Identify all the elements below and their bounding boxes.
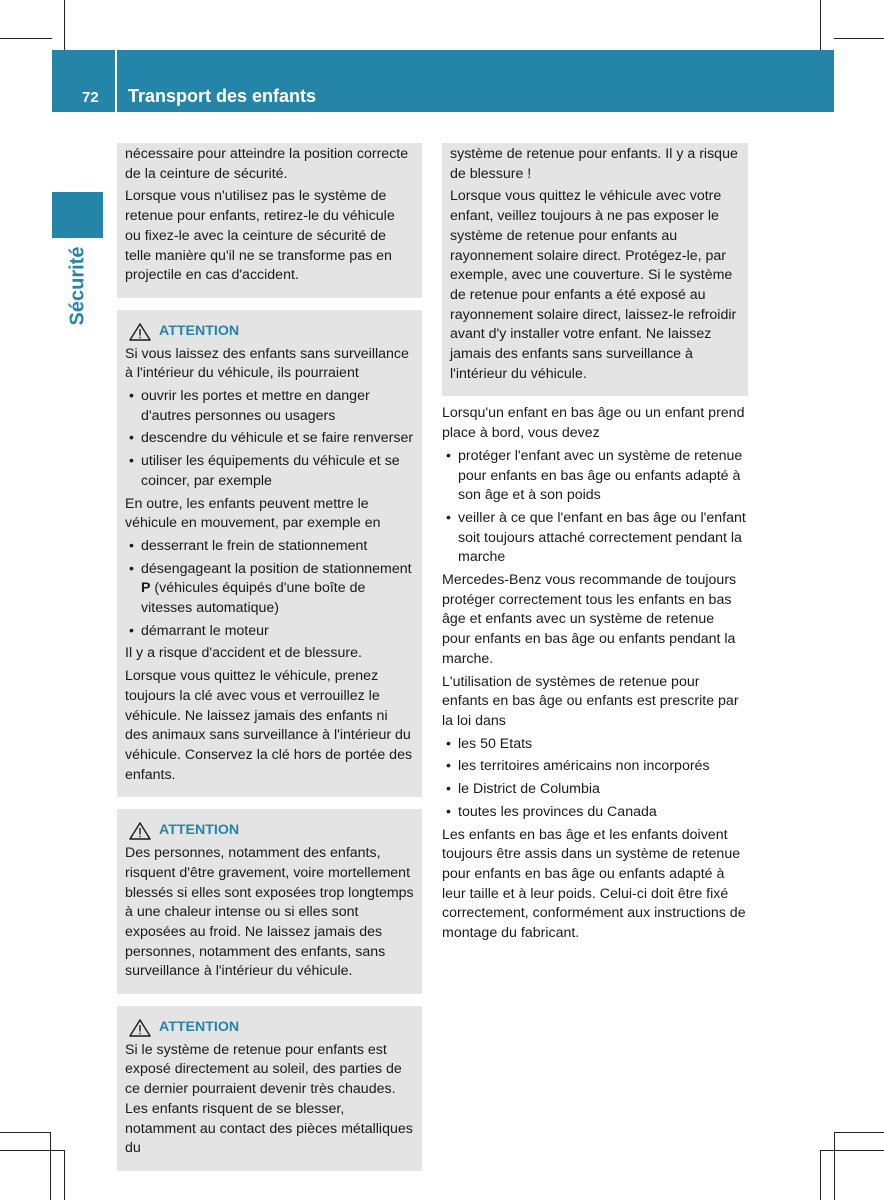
crop-mark [834,1132,835,1200]
paragraph: Lorsque vous quittez le véhicule avec votre enfant, veillez toujours à ne pas exposer le système de retenue pour enfants au rayonnement solaire direct. Protégez-le, par exemple, avec une couverture. Si le système de retenue pour enfants a été exposé au rayonnement solaire direct, laissez-le refroidir avant d'y installer votre enfant. Ne laissez jamais des enfants sans surveillance à l'intérieur du véhicule. [450,188,737,382]
paragraph: Lorsque vous n'utilisez pas le système de retenue pour enfants, retirez-le du véhicule ou fixez-le avec la ceinture de sécurité de telle manière qu'il ne se transforme pas en projectile en cas d'accident. [125,188,395,284]
list-item: • veiller à ce que l'enfant en bas âge ou l'enfant soit toujours attaché correctement pendant la marche [442,509,746,568]
crop-mark [0,1150,64,1151]
paragraph: Des personnes, notamment des enfants, risquent d'être gravement, voire mortellement blessés si elles sont exposées trop longtemps à une chaleur intense ou si elles sont exposées au froid. Ne laissez jamais des personnes, notamment des enfants, sans surveillance à l'intérieur du véhicule. [125,845,414,980]
crop-mark [64,0,65,50]
paragraph: système de retenue pour enfants. Il y a risque de blessure ! [450,146,738,182]
warning-heading [125,821,414,841]
warning-label: ATTENTION [159,1019,240,1036]
warning-triangle-icon [129,323,151,341]
list-item-text: désengageant la position de stationnement [141,560,412,577]
section-label: Sécurité [66,246,89,326]
list-item: • utiliser les équipements du véhicule et se coincer, par exemple [125,452,414,491]
crop-mark [64,1150,65,1200]
warning-label: ATTENTION [159,822,240,839]
list-item: • les 50 Etats [442,735,746,755]
list-item: • desserrant le frein de stationnement [125,537,414,557]
paragraph: Les enfants en bas âge et les enfants doivent toujours être assis dans un système de retenue pour enfants en bas âge ou enfants adapté à leur taille et à leur poids. Celui-ci doit être fixé correctement, conformément aux instructions de montage du fabricant. [442,826,746,942]
crop-mark [834,38,884,39]
list-item: • le District de Columbia [442,780,746,800]
bullet-list [442,735,746,823]
paragraph: Lorsqu'un enfant en bas âge ou un enfant prend place à bord, vous devez [442,405,745,442]
continued-warning-box [442,143,748,396]
list-item: • protéger l'enfant avec un système de retenue pour enfants en bas âge ou enfants adapté à son âge et à son poids [442,447,746,506]
paragraph: L'utilisation de systèmes de retenue pour enfants en bas âge ou enfants est prescrite par la loi dans [442,673,739,729]
warning-heading [125,1018,414,1038]
list-item [125,560,414,619]
park-position-symbol: P [141,580,151,597]
bullet-list [125,537,414,642]
crop-mark [0,38,52,39]
crop-mark [0,1132,50,1133]
left-column [117,143,422,1171]
paragraph: Si vous laissez des enfants sans surveillance à l'intérieur du véhicule, ils pourraient [125,345,409,382]
paragraph: nécessaire pour atteindre la position correcte de la ceinture de sécurité. [125,146,409,182]
list-item: • descendre du véhicule et se faire renverser [125,429,414,449]
continued-note-box [117,143,422,298]
crop-mark [820,1150,884,1151]
warning-box [117,310,422,797]
page-title: Transport des enfants [128,86,317,106]
bullet-list [125,387,414,492]
warning-triangle-icon [129,1019,151,1037]
crop-mark [50,1132,51,1200]
warning-heading [125,322,414,342]
paragraph: Mercedes-Benz vous recommande de toujours protéger correctement tous les enfants en bas âge et enfants avec un système de retenue pour enfants en bas âge ou enfants pendant la marche. [442,572,737,667]
warning-label: ATTENTION [159,322,240,339]
list-item: • les territoires américains non incorporés [442,757,746,777]
crop-mark [834,1132,884,1133]
list-item: • ouvrir les portes et mettre en danger d'autres personnes ou usagers [125,387,414,426]
warning-triangle-icon [129,822,151,840]
paragraph: Il y a risque d'accident et de blessure. [125,645,362,662]
section-tab-marker [52,192,103,238]
right-column [442,143,748,947]
body-text [442,396,748,943]
crop-mark [820,1150,821,1200]
paragraph: Lorsque vous quittez le véhicule, prenez toujours la clé avec vous et verrouillez le véhicule. Ne laissez jamais des enfants ni des animaux sans surveillance à l'intérieur du véhicule. Conservez la clé hors de portée des enfants. [125,668,413,783]
crop-mark [820,0,821,50]
paragraph: Si le système de retenue pour enfants est exposé directement au soleil, des parties de ce dernier pourraient devenir très chaudes. Les enfants risquent de se blesser, notamment au contact des pièces métalliques du [125,1041,413,1157]
page-number: 72 [82,89,99,106]
bullet-list [442,447,746,568]
paragraph: En outre, les enfants peuvent mettre le véhicule en mouvement, par exemple en [125,495,381,532]
list-item: • démarrant le moteur [125,622,414,642]
header-divider [115,50,117,112]
warning-box [117,1006,422,1171]
list-item-text: (véhicules équipés d'une boîte de vitesses automatique) [141,580,366,617]
warning-box [117,809,422,994]
list-item: • toutes les provinces du Canada [442,803,746,823]
